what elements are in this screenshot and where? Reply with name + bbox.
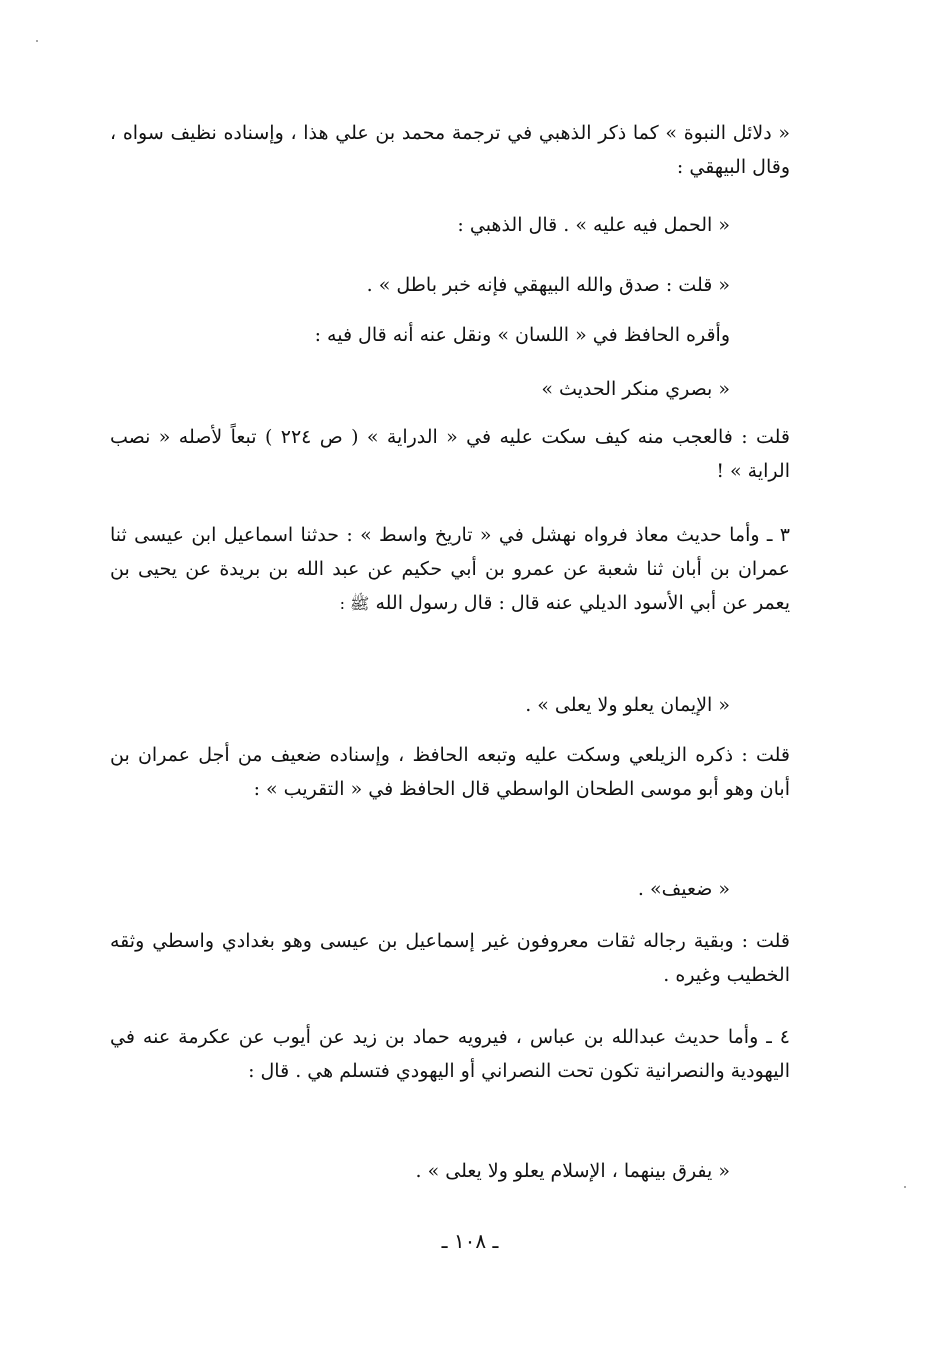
paragraph-hadith-3 (110, 518, 790, 621)
honorific-symbol: ﷺ : (339, 594, 370, 613)
scan-speck (36, 40, 38, 42)
page-number: ـ ١٠٨ ـ (441, 1229, 499, 1253)
paragraph-hadith-3-text: ٣ ـ وأما حديث معاذ فرواه نهشل في « تاريخ واسط » : حدثنا اسماعيل ابن عيسى ثنا عمران بن أبان ثنا شعبة عن عمرو بن أبي حكيم عن عبد الله بن بريدة عن يحيى بن يعمر عن أبي الأسود الديلي عنه قال : قال رسول الله (110, 524, 790, 614)
paragraph-2: وأقره الحافظ في « اللسان » ونقل عنه أنه قال فيه : (314, 324, 730, 346)
quote-6: « يفرق بينهما ، الإسلام يعلو ولا يعلى » . (415, 1160, 730, 1182)
paragraph-hadith-4: ٤ ـ وأما حديث عبدالله بن عباس ، فيرويه حماد بن زيد عن أيوب عن عكرمة عنه في اليهودية والنصرانية تكون تحت النصراني أو اليهودي فتسلم هي . قال : (110, 1026, 790, 1082)
quote-4: « الإيمان يعلو ولا يعلى » . (525, 694, 730, 716)
scan-speck (904, 1186, 906, 1188)
paragraph-4: قلت : ذكره الزيلعي وسكت عليه وتبعه الحافظ ، وإسناده ضعيف من أجل عمران بن أبان وهو أبو موسى الطحان الواسطي قال الحافظ في « التقريب » : (110, 744, 790, 800)
paragraph-1: « دلائل النبوة » كما ذكر الذهبي في ترجمة محمد بن علي هذا ، وإسناده نظيف سواه ، وقال البيهقي : (110, 122, 790, 178)
quote-5: « ضعيف» . (637, 878, 730, 900)
paragraph-3: قلت : فالعجب منه كيف سكت عليه في « الدراية » ( ص ٢٢٤ ) تبعاً لأصله « نصب الراية » ! (110, 426, 790, 482)
quote-1: « الحمل فيه عليه » . قال الذهبي : (457, 214, 730, 236)
quote-3: « بصري منكر الحديث » (541, 378, 730, 400)
quote-2: « قلت : صدق والله البيهقي فإنه خبر باطل » . (366, 274, 730, 296)
paragraph-5: قلت : وبقية رجاله ثقات معروفون غير إسماعيل بن عيسى وهو بغدادي واسطي وثقه الخطيب وغيره . (110, 930, 790, 986)
